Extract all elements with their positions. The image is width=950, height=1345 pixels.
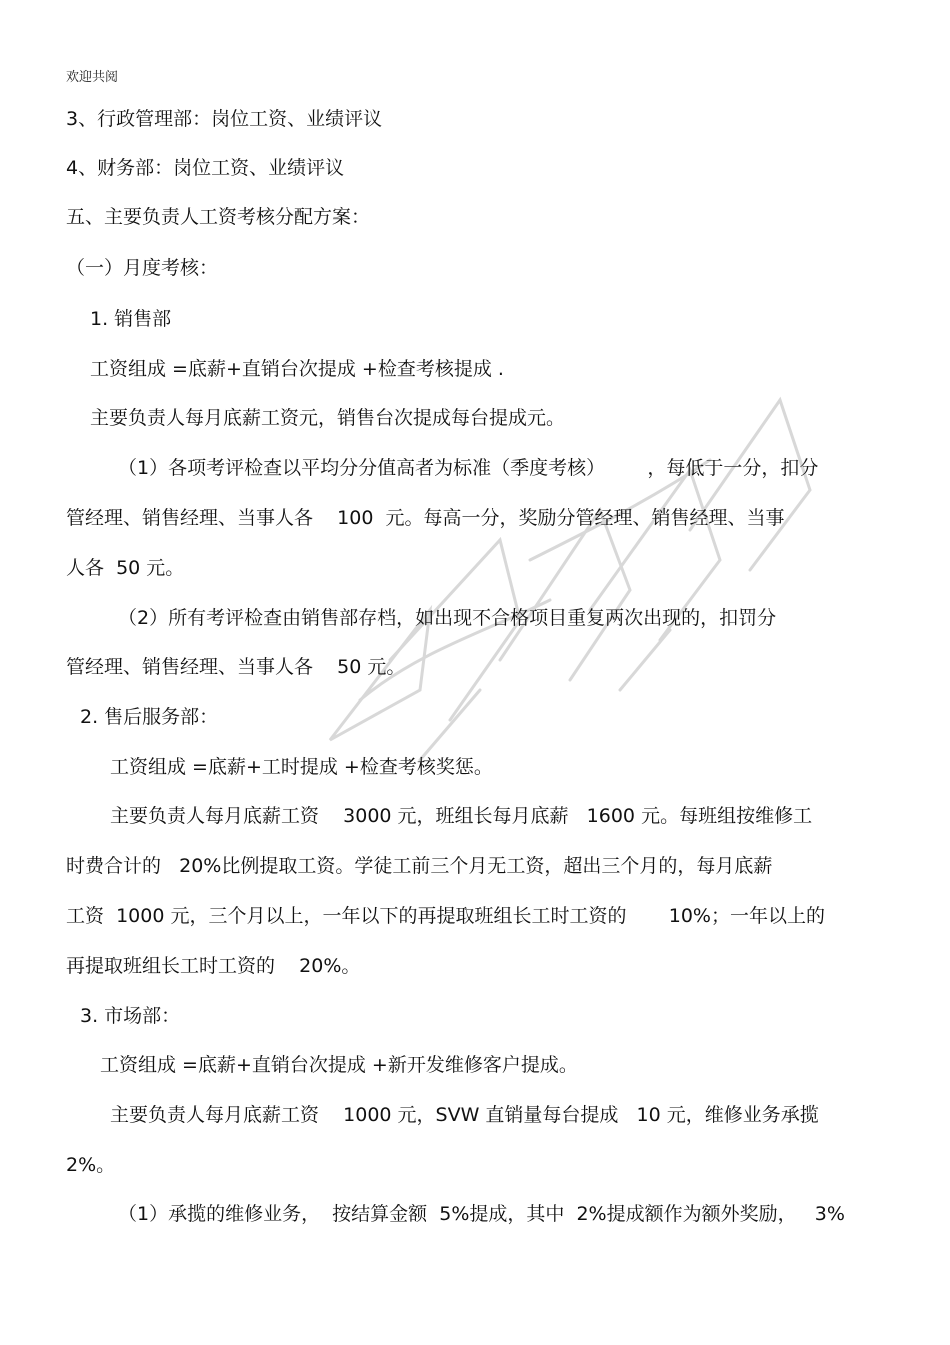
text-line: 工资组成 =底薪+工时提成 +检查考核奖惩。 [110,756,493,778]
text-line: 工资组成 =底薪+直销台次提成 +检查考核提成 . [90,358,504,380]
text-line: （1）承揽的维修业务， 按结算金额 5%提成，其中 2%提成额作为额外奖励， 3% [118,1203,845,1225]
text-line: 主要负责人每月底薪工资 3000 元，班组长每月底薪 1600 元。每班组按维修工 [110,805,813,827]
text-line: 主要负责人每月底薪工资元，销售台次提成每台提成元。 [90,407,566,429]
page-header: 欢迎共阅 [66,70,119,85]
text-line: 3、行政管理部：岗位工资、业绩评议 [66,108,383,130]
text-line: 再提取班组长工时工资的 20%。 [66,955,361,977]
dept-heading-sales: 1. 销售部 [90,308,172,330]
text-line: 主要负责人每月底薪工资 1000 元，SVW 直销量每台提成 10 元，维修业务承揽 [110,1104,819,1126]
text-line: 工资 1000 元，三个月以上，一年以下的再提取班组长工时工资的 10%；一年以上的 [66,905,825,927]
text-line: （2）所有考评检查由销售部存档，如出现不合格项目重复两次出现的，扣罚分 [118,607,777,629]
text-line: 管经理、销售经理、当事人各 100 元。每高一分，奖励分管经理、销售经理、当事 [66,507,785,529]
dept-heading-market: 3. 市场部： [80,1005,181,1027]
text-line: 时费合计的 20%比例提取工资。学徒工前三个月无工资，超出三个月的，每月底薪 [66,855,773,877]
text-line: 人各 50 元。 [66,557,185,579]
subsection-heading: （一）月度考核： [66,257,219,279]
text-line: 工资组成 =底薪+直销台次提成 +新开发维修客户提成。 [100,1054,578,1076]
dept-heading-service: 2. 售后服务部： [80,706,219,728]
text-line: 2%。 [66,1154,116,1176]
section-heading: 五、主要负责人工资考核分配方案： [66,206,371,228]
text-line: 4、财务部：岗位工资、业绩评议 [66,157,345,179]
text-line: 管经理、销售经理、当事人各 50 元。 [66,656,406,678]
text-line: （1）各项考评检查以平均分分值高者为标准（季度考核） ，每低于一分，扣分 [118,457,819,479]
